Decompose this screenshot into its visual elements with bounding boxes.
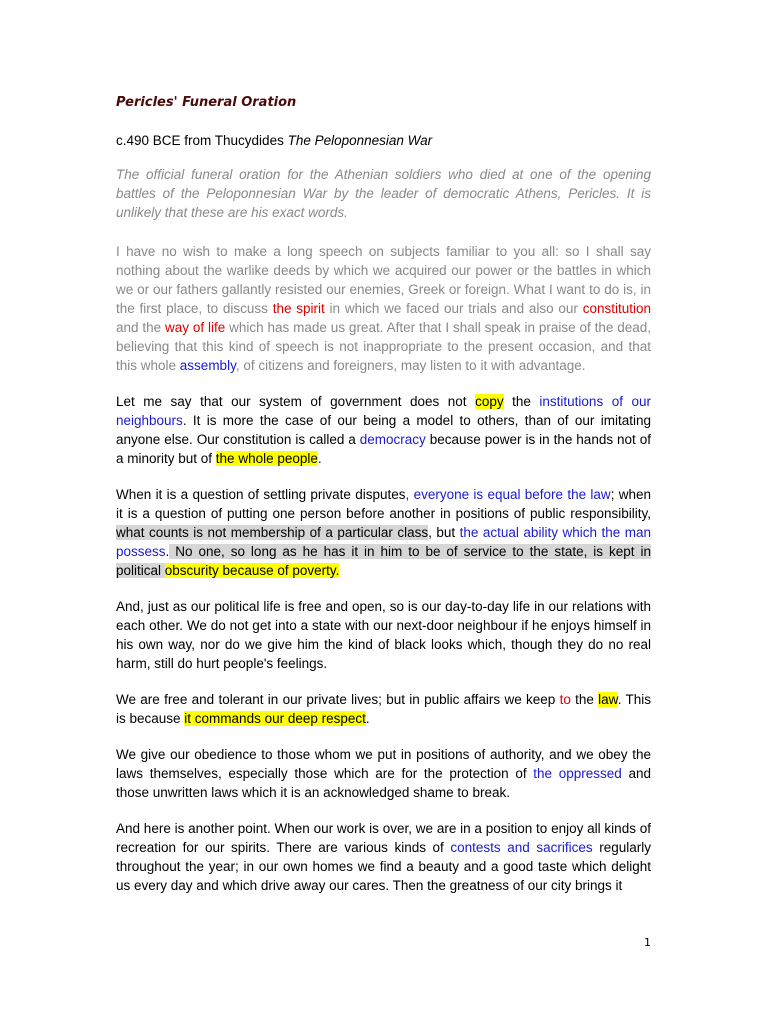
p3-text-4: . bbox=[165, 544, 170, 559]
p2-text-1: Let me say that our system of government does not bbox=[116, 394, 476, 409]
p3-highlight-obscurity: obscurity because of poverty. bbox=[164, 563, 340, 578]
p3-highlight-membership: what counts is not membership of a particular class bbox=[116, 525, 429, 540]
subtitle-prefix: c.490 BCE from Thucydides bbox=[116, 133, 288, 148]
p7-text-1: And here is another point. When our work is over, we are in a position to enjoy all kinds of recreation for our spirits. There are various kinds of bbox=[116, 821, 651, 855]
paragraph-5 bbox=[116, 690, 651, 728]
p1-highlight-constitution: constitution bbox=[582, 301, 651, 316]
p6-highlight-oppressed: the oppressed bbox=[533, 766, 622, 781]
p3-text-3: , but bbox=[428, 525, 460, 540]
paragraph-3 bbox=[116, 485, 651, 580]
p7-highlight-contests: contests and sacrifices bbox=[450, 840, 593, 855]
p5-highlight-to: to bbox=[559, 692, 571, 707]
p3-highlight-actual-ability: the actual ability which the man possess bbox=[116, 525, 651, 559]
p2-text-2: the bbox=[503, 394, 540, 409]
page-number: 1 bbox=[644, 936, 651, 949]
p2-highlight-democracy: democracy bbox=[359, 432, 426, 447]
p6-text-2: and those unwritten laws which it is an acknowledged shame to break. bbox=[116, 766, 651, 800]
p5-highlight-law: law bbox=[598, 692, 618, 707]
p7-text-2: regularly throughout the year; in our own homes we find a beauty and a good taste which delight us every day and which drive away our cares. Then the greatness of our city brings it bbox=[116, 840, 651, 893]
paragraph-1 bbox=[116, 242, 651, 375]
p5-highlight-respect: it commands our deep respect bbox=[184, 711, 366, 726]
p5-text-3: . This is because bbox=[116, 692, 651, 726]
p1-text-3: and the bbox=[116, 320, 166, 335]
paragraph-7 bbox=[116, 819, 651, 895]
p2-highlight-copy: copy bbox=[475, 394, 504, 409]
paragraph-2 bbox=[116, 392, 651, 468]
p5-text-1: We are free and tolerant in our private lives; but in public affairs we keep bbox=[116, 692, 560, 707]
subtitle-work: The Peloponnesian War bbox=[287, 133, 433, 148]
p5-text-2: the bbox=[570, 692, 599, 707]
p1-highlight-spirit: the spirit bbox=[272, 301, 325, 316]
document-title: Pericles' Funeral Oration bbox=[116, 95, 297, 110]
p1-text-5: , of citizens and foreigners, may listen to it with advantage. bbox=[235, 358, 586, 373]
p2-highlight-whole-people: the whole people bbox=[215, 451, 318, 466]
p3-text-2: ; when it is a question of putting one person before another in positions of public responsibility, bbox=[116, 487, 652, 521]
document-subtitle bbox=[116, 133, 432, 148]
p2-text-4: because power is in the hands not of a minority but of bbox=[116, 432, 652, 466]
p5-text-4: . bbox=[365, 711, 370, 726]
paragraph-4: And, just as our political life is free and open, so is our day-to-day life in our relations with each other. We do not get into a state with our next-door neighbour if he enjoys himself in his own way, nor do we give him the kind of black looks which, though they do no real harm, still do hurt people's feelings. bbox=[116, 599, 651, 671]
p3-text-1: When it is a question of settling private disputes bbox=[116, 487, 406, 502]
p2-highlight-institutions: institutions of our neighbours bbox=[116, 394, 651, 428]
p1-highlight-way-of-life: way of life bbox=[165, 320, 226, 335]
p1-highlight-assembly: assembly bbox=[179, 358, 236, 373]
paragraph-6 bbox=[116, 745, 651, 802]
p2-text-5: . bbox=[317, 451, 322, 466]
p3-highlight-equal-before-law: , everyone is equal before the law bbox=[405, 487, 611, 502]
p1-text-2: in which we faced our trials and also our bbox=[324, 301, 583, 316]
p1-text-1: I have no wish to make a long speech on subjects familiar to you all: so I shall say nothing about the warlike deeds by which we acquired our power or the battles in which we or our fathers gallantly resisted our enemies, Greek or foreign. What I want to do is, in the first place, to discuss bbox=[116, 244, 651, 316]
p2-text-3: . It is more the case of our being a model to others, than of our imitating anyone else. Our constitution is called a bbox=[116, 413, 651, 447]
p1-text-4: which has made us great. After that I shall speak in praise of the dead, believing that this kind of speech is not inappropriate to the present occasion, and that this whole bbox=[116, 320, 652, 373]
p3-highlight-no-one: No one, so long as he has it in him to be of service to the state, is kept in political bbox=[116, 544, 651, 578]
intro-paragraph: The official funeral oration for the Athenian soldiers who died at one of the opening battles of the Peloponnesian War by the leader of democratic Athens, Pericles. It is unlikely that these are his exact words. bbox=[116, 167, 651, 220]
p6-text-1: We give our obedience to those whom we put in positions of authority, and we obey the laws themselves, especially those which are for the protection of bbox=[116, 747, 651, 781]
